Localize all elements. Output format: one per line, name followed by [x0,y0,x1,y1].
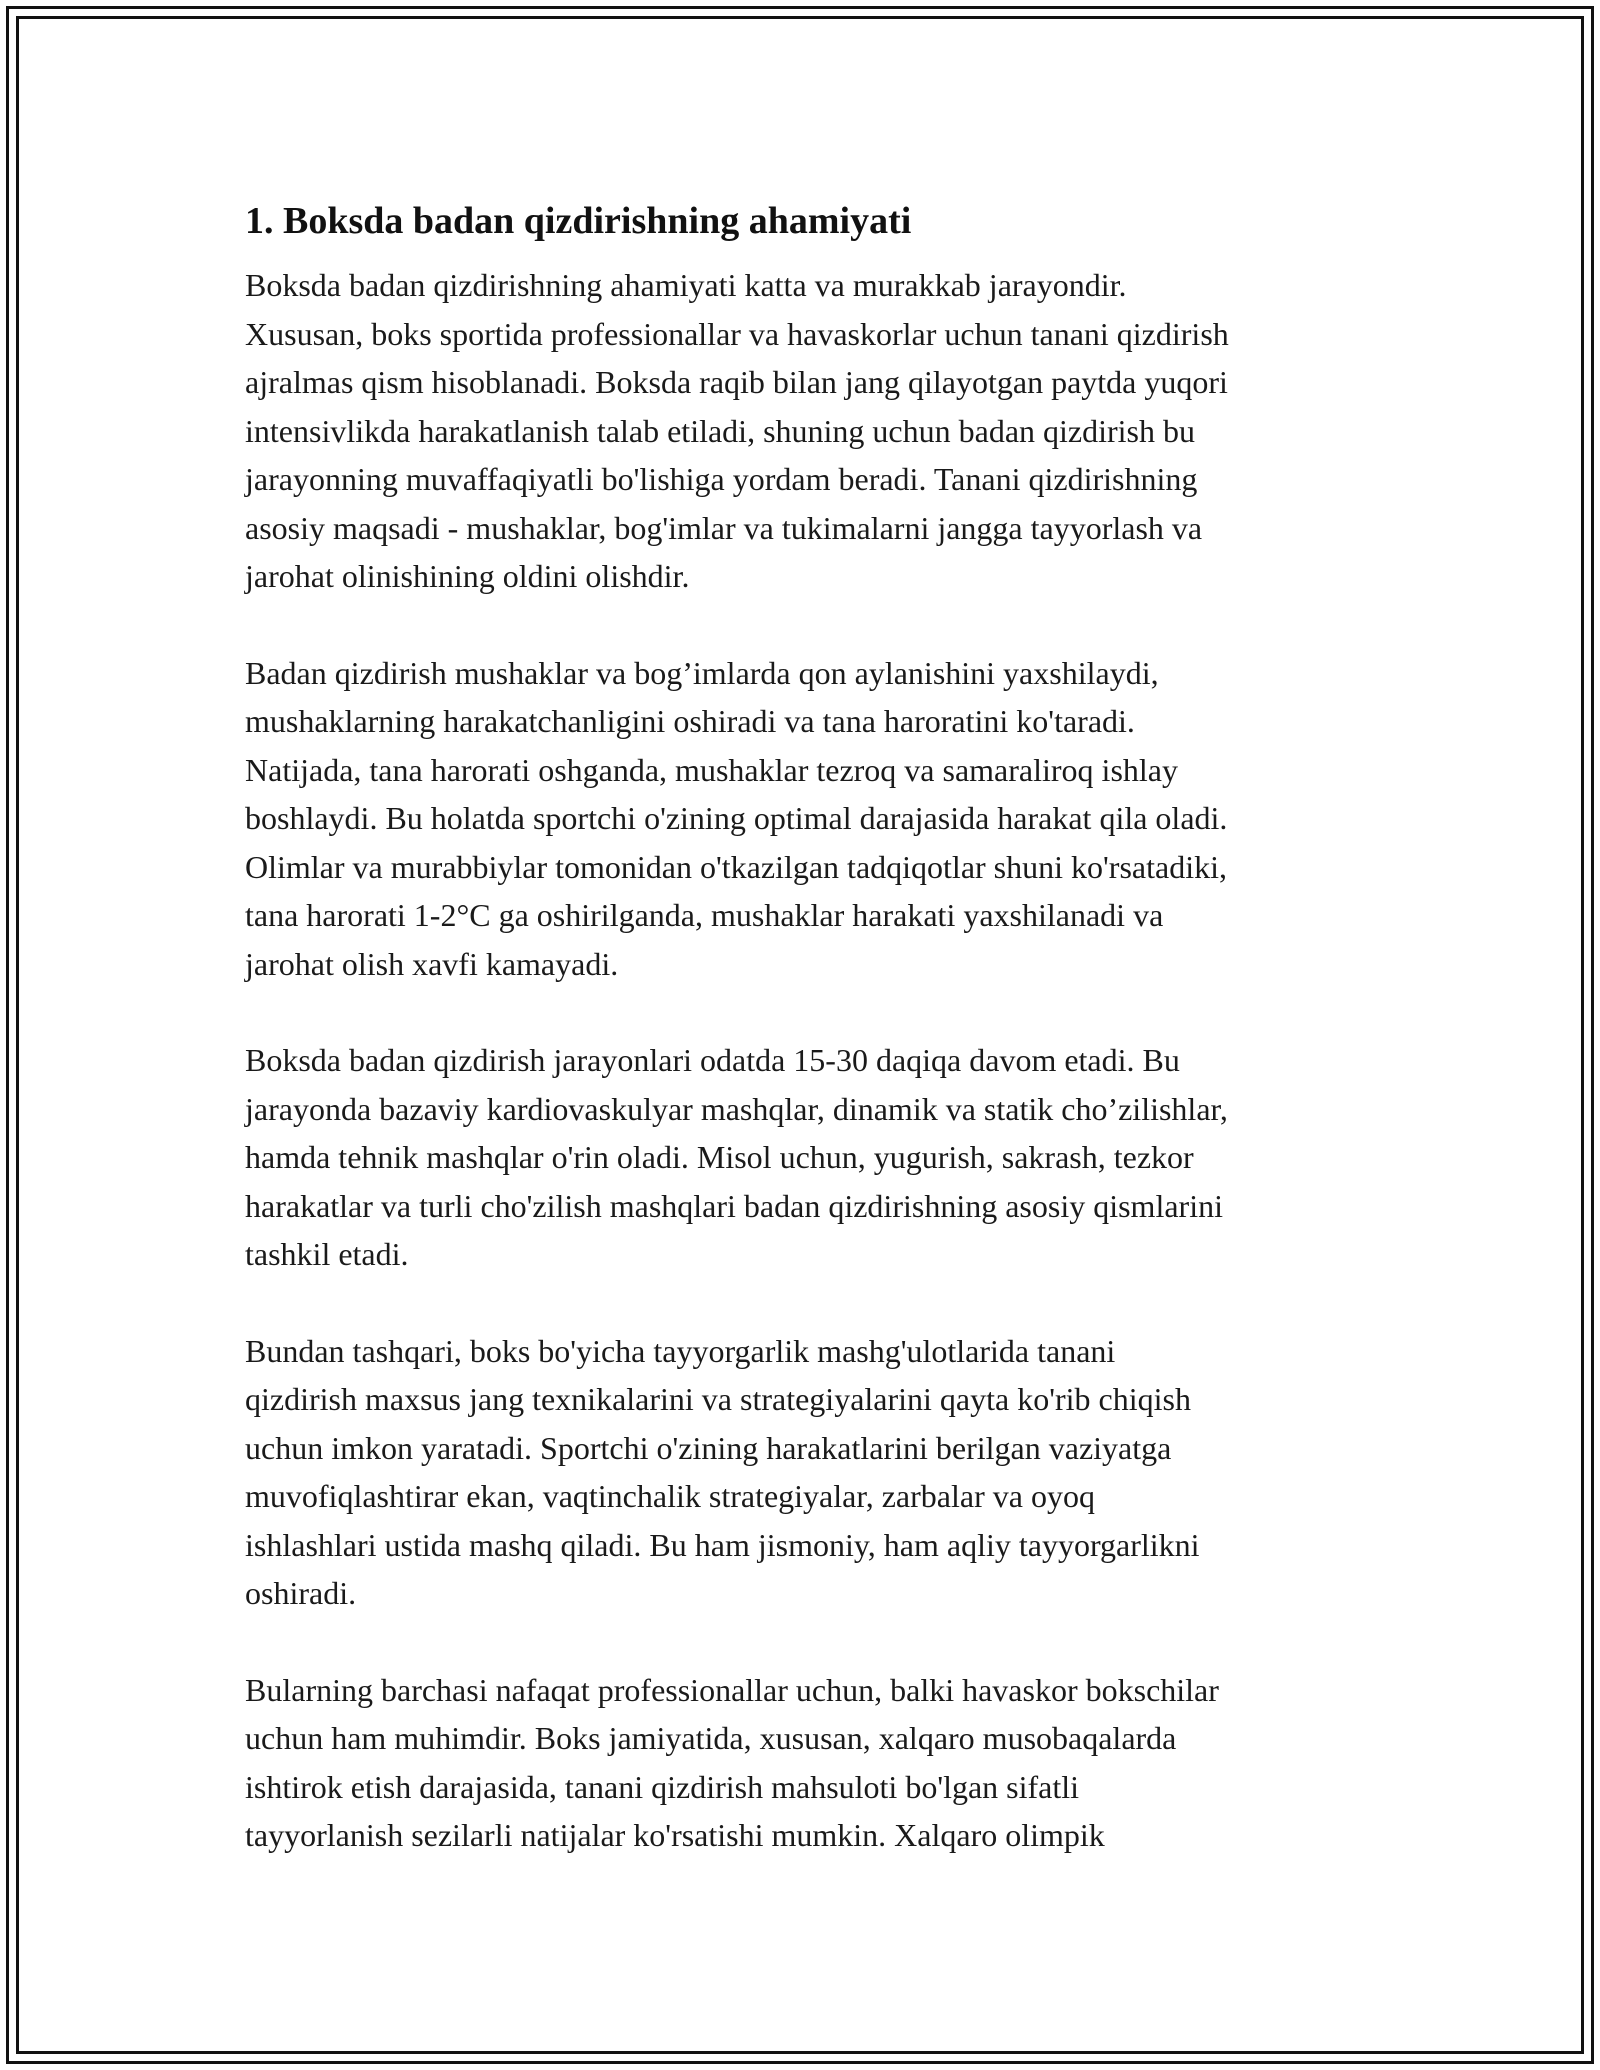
paragraph-4: Bundan tashqari, boks bo'yicha tayyorgarlik mashg'ulotlarida tanani qizdirish maxsus jang texnikalarini va strategiyalarini qayta ko'rib chiqish uchun imkon yaratadi. Sportchi o'zining harakatlarini berilgan vaziyatga muvofiqlashtirar ekan, vaqtinchalik strategiyalar, zarbalar va oyoq ishlashlari ustida mashq qiladi. Bu ham jismoniy, ham aqliy tayyorgarlikni oshiradi. [245,1332,1200,1611]
page-border [6,6,1594,2064]
section-heading: 1. Boksda badan qizdirishning ahamiyati [245,200,912,242]
paragraph-2: Badan qizdirish mushaklar va bog’imlarda qon aylanishini yaxshilaydi, mushaklarning harakatchanligini oshiradi va tana haroratini ko'taradi. Natijada, tana harorati oshganda, mushaklar tezroq va samaraliroq ishlay boshlaydi. Bu holatda sportchi o'zining optimal darajasida harakat qila oladi. Olimlar va murabbiylar tomonidan o'tkazilgan tadqiqotlar shuni ko'rsatadiki, tana harorati 1-2°C ga oshirilganda, mushaklar harakati yaxshilanadi va jarohat olish xavfi kamayadi. [245,654,1228,982]
paragraph-5: Bularning barchasi nafaqat professionallar uchun, balki havaskor bokschilar uchun ham muhimdir. Boks jamiyatida, xususan, xalqaro musobaqalarda ishtirok etish darajasida, tanani qizdirish mahsuloti bo'lgan sifatli tayyorlanish sezilarli natijalar ko'rsatishi mumkin. Xalqaro olimpik [245,1671,1219,1853]
paragraph-3: Boksda badan qizdirish jarayonlari odatda 15-30 daqiqa davom etadi. Bu jarayonda bazaviy kardiovaskulyar mashqlar, dinamik va statik cho’zilishlar, hamda tehnik mashqlar o'rin oladi. Misol uchun, yugurish, sakrash, tezkor harakatlar va turli cho'zilish mashqlari badan qizdirishning asosiy qismlarini tashkil etadi. [245,1042,1228,1272]
document-body [245,195,1395,1908]
paragraph-1: Boksda badan qizdirishning ahamiyati katta va murakkab jarayondir. Xususan, boks sportida professionallar va havaskorlar uchun tanani qizdirish ajralmas qism hisoblanadi. Boksda raqib bilan jang qilayotgan paytda yuqori intensivlikda harakatlanish talab etiladi, shuning uchun badan qizdirish bu jarayonning muvaffaqiyatli bo'lishiga yordam beradi. Tanani qizdirishning asosiy maqsadi - mushaklar, bog'imlar va tukimalarni jangga tayyorlash va jarohat olinishining oldini olishdir. [245,267,1229,594]
